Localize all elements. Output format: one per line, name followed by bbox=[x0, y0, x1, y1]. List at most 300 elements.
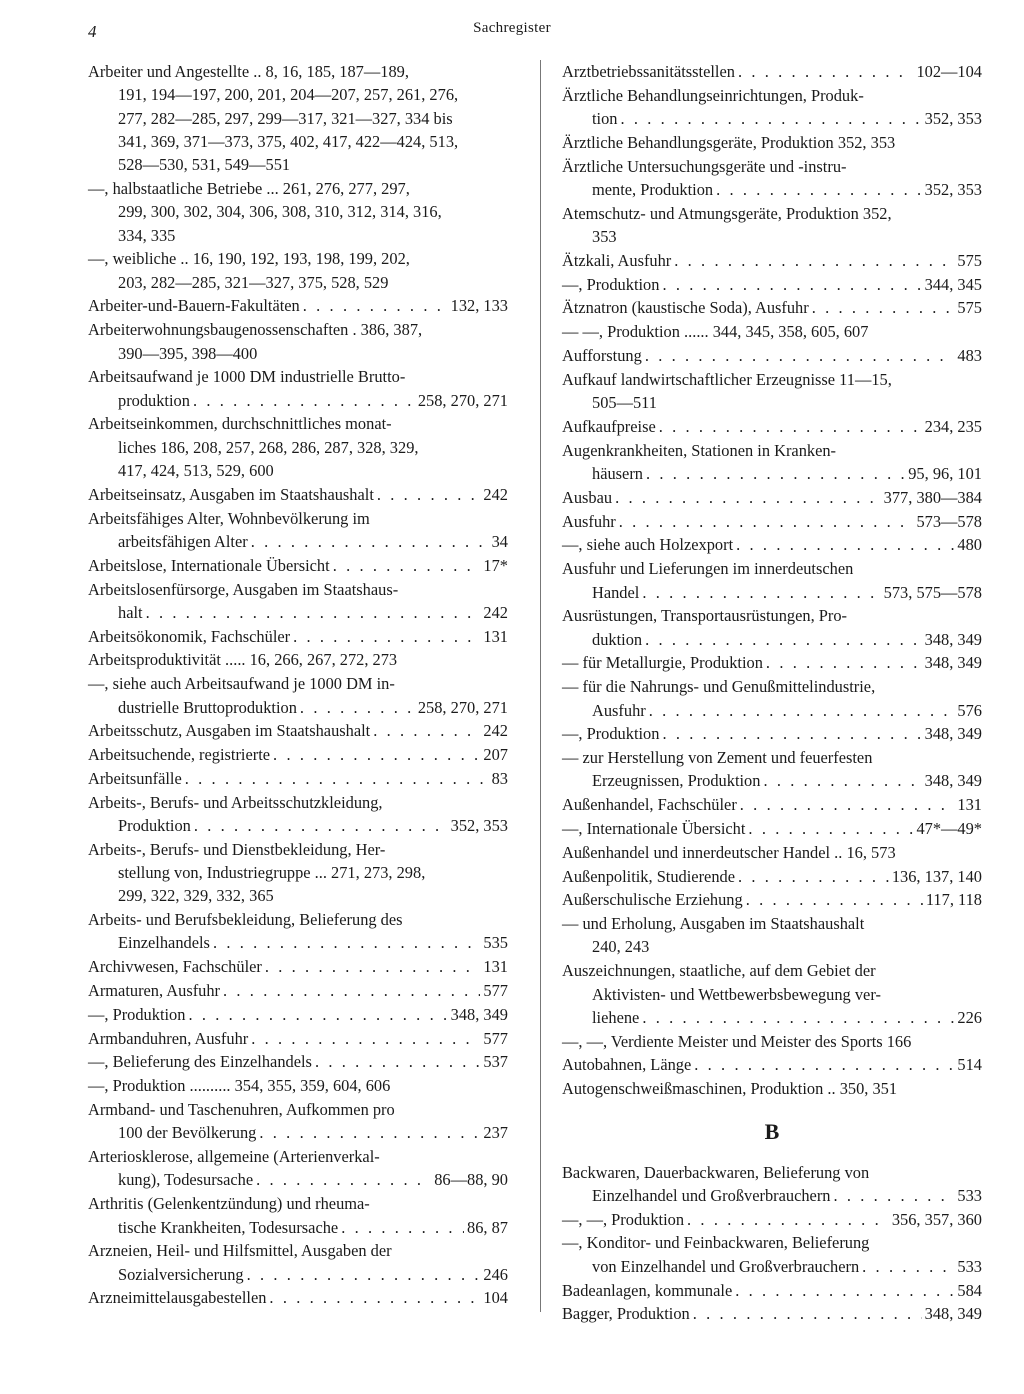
entry-continuation-line bbox=[562, 1184, 982, 1207]
entry-term: von Einzelhandel und Großverbrauchern bbox=[592, 1256, 860, 1276]
entry-continuation-line bbox=[562, 1255, 982, 1278]
dot-leader bbox=[735, 1279, 954, 1302]
dot-leader bbox=[662, 273, 921, 296]
entry-term: —, —, Verdiente Meister und Meister des Sports 166 bbox=[562, 1031, 912, 1051]
page-reference: 17* bbox=[483, 555, 508, 575]
entry-continuation-line bbox=[562, 699, 982, 722]
page-reference: 242 bbox=[483, 602, 508, 622]
entry-term: 277, 282—285, 297, 299—317, 321—327, 334 bis bbox=[118, 108, 453, 128]
page-reference: 237 bbox=[483, 1123, 508, 1143]
index-entry bbox=[88, 1286, 508, 1309]
entry-term: Armband- und Taschenuhren, Aufkommen pro bbox=[88, 1100, 395, 1120]
page-reference: 131 bbox=[483, 626, 508, 646]
entry-term: — zur Herstellung von Zement und feuerfesten bbox=[562, 748, 873, 768]
entry-term: 299, 300, 302, 304, 306, 308, 310, 312, 314, 316, bbox=[118, 202, 442, 222]
entry-term: duktion bbox=[592, 629, 643, 649]
entry-term: tische Krankheiten, Todesursache bbox=[118, 1217, 339, 1237]
dot-leader bbox=[303, 294, 448, 317]
entry-line bbox=[88, 60, 508, 83]
entry-line bbox=[562, 344, 982, 367]
dot-leader bbox=[333, 554, 481, 577]
dot-leader bbox=[273, 743, 480, 766]
entry-continuation-line bbox=[562, 391, 982, 414]
entry-line bbox=[88, 294, 508, 317]
dot-leader bbox=[766, 651, 922, 674]
entry-term: Augenkrankheiten, Stationen in Kranken- bbox=[562, 440, 837, 460]
index-entry bbox=[562, 296, 982, 319]
column-divider bbox=[540, 60, 541, 1312]
page-reference: 577 bbox=[483, 1028, 508, 1048]
index-entry bbox=[88, 625, 508, 648]
entry-line bbox=[562, 1208, 982, 1231]
entry-term: Atemschutz- und Atmungsgeräte, Produktion 352, bbox=[562, 203, 892, 223]
entry-term: Arzneien, Heil- und Hilfsmittel, Ausgaben der bbox=[88, 1241, 392, 1261]
entry-line bbox=[88, 318, 508, 341]
entry-continuation-line bbox=[88, 861, 508, 884]
page-reference: 535 bbox=[483, 933, 508, 953]
entry-line bbox=[88, 483, 508, 506]
index-entry bbox=[562, 651, 982, 674]
entry-line bbox=[562, 533, 982, 556]
page-reference: 83 bbox=[491, 768, 508, 788]
dot-leader bbox=[373, 719, 480, 742]
entry-term: Ärztliche Behandlungsgeräte, Produktion 352, 353 bbox=[562, 132, 896, 152]
index-entry bbox=[562, 722, 982, 745]
dot-leader bbox=[615, 486, 881, 509]
dot-leader bbox=[251, 530, 489, 553]
dot-leader bbox=[674, 249, 954, 272]
index-entry bbox=[88, 177, 508, 247]
index-entry bbox=[88, 791, 508, 838]
index-entry bbox=[562, 60, 982, 83]
entry-term: arbeitsfähigen Alter bbox=[118, 531, 248, 551]
entry-term: Arbeiter und Angestellte .. 8, 16, 185, 187—189, bbox=[88, 62, 409, 81]
index-entry bbox=[562, 959, 982, 1029]
dot-leader bbox=[251, 1027, 480, 1050]
entry-term: Auszeichnungen, staatliche, auf dem Gebiet der bbox=[562, 961, 876, 981]
entry-term: halt bbox=[118, 602, 143, 622]
entry-continuation-line bbox=[562, 225, 982, 248]
page-reference: 533 bbox=[957, 1185, 982, 1205]
entry-continuation-line bbox=[88, 342, 508, 365]
entry-term: Arbeitsproduktivität ..... 16, 266, 267, 272, 273 bbox=[88, 650, 398, 670]
index-entry bbox=[562, 793, 982, 816]
page-reference: 348, 349 bbox=[924, 724, 982, 744]
entry-continuation-line bbox=[88, 130, 508, 153]
entry-line bbox=[88, 578, 508, 601]
entry-term: Arbeitslosenfürsorge, Ausgaben im Staatshaus- bbox=[88, 579, 399, 599]
index-entry bbox=[562, 202, 982, 249]
page-reference: 104 bbox=[483, 1288, 508, 1308]
entry-term: Arbeitsunfälle bbox=[88, 768, 182, 788]
dot-leader bbox=[645, 628, 922, 651]
entry-term: Arbeitslose, Internationale Übersicht bbox=[88, 555, 330, 575]
index-entry bbox=[562, 675, 982, 722]
entry-continuation-line bbox=[88, 1168, 508, 1191]
dot-leader bbox=[812, 296, 955, 319]
index-entry bbox=[562, 888, 982, 911]
index-entry bbox=[562, 1030, 982, 1053]
entry-term: Aufkauf landwirtschaftlicher Erzeugnisse 11—15, bbox=[562, 369, 892, 389]
entry-continuation-line bbox=[562, 178, 982, 201]
entry-term: 240, 243 bbox=[592, 937, 650, 957]
entry-line bbox=[88, 1145, 508, 1168]
entry-term: mente, Produktion bbox=[592, 179, 714, 199]
entry-term: produktion bbox=[118, 390, 190, 410]
dot-leader bbox=[193, 389, 415, 412]
page-reference: 377, 380—384 bbox=[883, 487, 982, 507]
entry-line bbox=[88, 791, 508, 814]
dot-leader bbox=[619, 510, 914, 533]
page-reference: 573—578 bbox=[916, 511, 982, 531]
index-entry bbox=[562, 1279, 982, 1302]
section-letter-b: B bbox=[764, 1118, 780, 1144]
index-entry bbox=[562, 1053, 982, 1076]
entry-line bbox=[562, 604, 982, 627]
dot-leader bbox=[645, 344, 955, 367]
index-entry bbox=[88, 743, 508, 766]
dot-leader bbox=[659, 415, 922, 438]
entry-line bbox=[88, 979, 508, 1002]
page-reference: 258, 270, 271 bbox=[417, 390, 508, 410]
entry-continuation-line bbox=[88, 107, 508, 130]
entry-continuation-line bbox=[562, 581, 982, 604]
index-entry bbox=[562, 865, 982, 888]
index-entry bbox=[562, 912, 982, 959]
entry-term: 353 bbox=[592, 227, 617, 247]
index-entry bbox=[562, 415, 982, 438]
entry-continuation-line bbox=[88, 436, 508, 459]
index-entry bbox=[88, 1003, 508, 1026]
entry-line bbox=[88, 1239, 508, 1262]
entry-line bbox=[88, 767, 508, 790]
entry-term: Ausfuhr bbox=[592, 700, 646, 720]
entry-line bbox=[88, 177, 508, 200]
entry-term: Ärztliche Untersuchungsgeräte und -instru- bbox=[562, 156, 847, 176]
entry-continuation-line bbox=[562, 462, 982, 485]
index-entry bbox=[562, 817, 982, 840]
page-reference: 576 bbox=[957, 700, 982, 720]
index-entry bbox=[88, 1145, 508, 1192]
entry-line bbox=[562, 486, 982, 509]
entry-line bbox=[88, 955, 508, 978]
entry-line bbox=[562, 888, 982, 911]
entry-continuation-line bbox=[562, 983, 982, 1006]
entry-term: Ausfuhr bbox=[562, 511, 616, 531]
dot-leader bbox=[194, 814, 448, 837]
entry-term: liehene bbox=[592, 1007, 640, 1027]
index-entry bbox=[88, 719, 508, 742]
page-reference: 95, 96, 101 bbox=[908, 464, 982, 484]
entry-term: 100 der Bevölkerung bbox=[118, 1123, 257, 1143]
dot-leader bbox=[293, 625, 480, 648]
entry-term: 334, 335 bbox=[118, 225, 176, 245]
index-entry bbox=[562, 320, 982, 343]
index-entry bbox=[88, 648, 508, 671]
page-reference: 348, 349 bbox=[924, 629, 982, 649]
entry-term: —, Belieferung des Einzelhandels bbox=[88, 1052, 312, 1072]
entry-line bbox=[562, 439, 982, 462]
entry-term: Arthritis (Gelenkentzündung) und rheuma- bbox=[88, 1194, 370, 1214]
page-reference: 483 bbox=[957, 346, 982, 366]
index-entry bbox=[88, 247, 508, 294]
entry-line bbox=[88, 719, 508, 742]
entry-term: —, Internationale Übersicht bbox=[562, 819, 746, 838]
index-entry bbox=[562, 1077, 982, 1100]
page-reference: 132, 133 bbox=[450, 296, 508, 316]
entry-line bbox=[562, 320, 982, 343]
entry-continuation-line bbox=[88, 83, 508, 106]
index-entry bbox=[88, 1192, 508, 1239]
entry-term: Handel bbox=[592, 582, 640, 602]
entry-line bbox=[562, 155, 982, 178]
page-reference: 131 bbox=[483, 957, 508, 977]
page-reference: 246 bbox=[483, 1264, 508, 1284]
index-entry bbox=[88, 838, 508, 908]
entry-term: Ätznatron (kaustische Soda), Ausfuhr bbox=[562, 298, 809, 318]
entry-term: Bagger, Produktion bbox=[562, 1304, 690, 1324]
dot-leader bbox=[247, 1263, 481, 1286]
entry-term: Ausfuhr und Lieferungen im innerdeutschen bbox=[562, 559, 854, 579]
entry-continuation-line bbox=[562, 935, 982, 958]
entry-term: Ärztliche Behandlungseinrichtungen, Produk- bbox=[562, 85, 864, 105]
page-reference: 356, 357, 360 bbox=[891, 1209, 982, 1229]
entry-line bbox=[88, 412, 508, 435]
entry-line bbox=[562, 1161, 982, 1184]
dot-leader bbox=[748, 817, 913, 840]
index-entry bbox=[88, 1098, 508, 1145]
index-entry bbox=[562, 557, 982, 604]
entry-term: — —, Produktion ...... 344, 345, 358, 605, 607 bbox=[562, 322, 869, 342]
dot-leader bbox=[621, 107, 922, 130]
entry-term: Backwaren, Dauerbackwaren, Belieferung von bbox=[562, 1162, 870, 1182]
entry-term: —, Produktion bbox=[88, 1004, 186, 1024]
entry-line bbox=[88, 1050, 508, 1073]
entry-line bbox=[562, 865, 982, 888]
dot-leader bbox=[833, 1184, 954, 1207]
page-reference: 352, 353 bbox=[450, 816, 508, 835]
index-entry bbox=[562, 1161, 982, 1208]
page-reference: 131 bbox=[957, 795, 982, 815]
entry-term: Arztbetriebssanitätsstellen bbox=[562, 62, 735, 81]
dot-leader bbox=[213, 931, 480, 954]
entry-term: Ätzkali, Ausfuhr bbox=[562, 250, 672, 270]
entry-line bbox=[562, 746, 982, 769]
index-entry bbox=[562, 1302, 982, 1325]
dot-leader bbox=[716, 178, 922, 201]
page-reference: 352, 353 bbox=[924, 109, 982, 129]
entry-term: Arbeitsuchende, registrierte bbox=[88, 745, 271, 765]
entry-term: — für die Nahrungs- und Genußmittelindustrie, bbox=[562, 677, 876, 697]
entry-term: Armbanduhren, Ausfuhr bbox=[88, 1028, 249, 1048]
page-reference: 344, 345 bbox=[924, 274, 982, 294]
dot-leader bbox=[642, 581, 880, 604]
page-reference: 352, 353 bbox=[924, 179, 982, 199]
entry-term: —, —, Produktion bbox=[562, 1209, 685, 1229]
entry-term: häusern bbox=[592, 464, 643, 484]
index-entry bbox=[88, 294, 508, 317]
entry-term: — für Metallurgie, Produktion bbox=[562, 653, 763, 673]
entry-term: Arbeits-, Berufs- und Dienstbekleidung, Her- bbox=[88, 839, 386, 859]
entry-term: Arbeitsökonomik, Fachschüler bbox=[88, 626, 291, 646]
dot-leader bbox=[377, 483, 481, 506]
entry-continuation-line bbox=[88, 1216, 508, 1239]
entry-term: Produktion bbox=[118, 816, 191, 835]
dot-leader bbox=[763, 769, 921, 792]
entry-term: Einzelhandels bbox=[118, 933, 210, 953]
entry-continuation-line bbox=[88, 696, 508, 719]
index-entry bbox=[88, 955, 508, 978]
dot-leader bbox=[746, 888, 923, 911]
entry-continuation-line bbox=[88, 153, 508, 176]
index-entry bbox=[88, 554, 508, 577]
index-entry bbox=[562, 273, 982, 296]
entry-term: 341, 369, 371—373, 375, 402, 417, 422—424, 513, bbox=[118, 131, 459, 151]
entry-term: stellung von, Industriegruppe ... 271, 273, 298, bbox=[118, 863, 426, 883]
entry-term: Arbeitsfähiges Alter, Wohnbevölkerung im bbox=[88, 508, 370, 528]
entry-line bbox=[562, 1053, 982, 1076]
running-head: Sachregister bbox=[473, 20, 551, 36]
index-entry bbox=[562, 344, 982, 367]
dot-leader bbox=[646, 462, 905, 485]
entry-term: Aufkaufpreise bbox=[562, 416, 656, 436]
entry-line bbox=[562, 368, 982, 391]
index-entry bbox=[562, 746, 982, 793]
entry-term: 203, 282—285, 321—327, 375, 528, 529 bbox=[118, 272, 389, 292]
entry-term: Arzneimittelausgabestellen bbox=[88, 1288, 267, 1308]
entry-line bbox=[562, 722, 982, 745]
index-entry bbox=[562, 1208, 982, 1231]
entry-term: 417, 424, 513, 529, 600 bbox=[118, 461, 274, 481]
page-reference: 242 bbox=[483, 484, 508, 504]
index-entry bbox=[562, 368, 982, 415]
entry-continuation-line bbox=[562, 769, 982, 792]
entry-term: Einzelhandel und Großverbrauchern bbox=[592, 1185, 831, 1205]
dot-leader bbox=[265, 955, 481, 978]
entry-continuation-line bbox=[88, 459, 508, 482]
entry-line bbox=[88, 1074, 508, 1097]
entry-term: Erzeugnissen, Produktion bbox=[592, 771, 761, 791]
index-entry bbox=[88, 507, 508, 554]
entry-line bbox=[562, 675, 982, 698]
entry-line bbox=[562, 959, 982, 982]
index-entry bbox=[88, 672, 508, 719]
index-entry bbox=[562, 155, 982, 202]
entry-line bbox=[562, 1030, 982, 1053]
entry-line bbox=[562, 131, 982, 154]
index-column-right bbox=[562, 60, 982, 1326]
entry-term: Arbeiter-und-Bauern-Fakultäten bbox=[88, 296, 300, 316]
entry-continuation-line bbox=[562, 1006, 982, 1029]
entry-term: 390—395, 398—400 bbox=[118, 343, 258, 363]
dot-leader bbox=[687, 1208, 889, 1231]
entry-line bbox=[88, 1286, 508, 1309]
page-reference: 258, 270, 271 bbox=[417, 697, 508, 717]
entry-term: Aufforstung bbox=[562, 346, 642, 366]
entry-continuation-line bbox=[88, 1263, 508, 1286]
index-entry bbox=[562, 841, 982, 864]
page-reference: 86—88, 90 bbox=[434, 1170, 508, 1190]
entry-line bbox=[88, 1003, 508, 1026]
entry-line bbox=[562, 557, 982, 580]
index-column-left bbox=[88, 60, 508, 1310]
entry-line bbox=[562, 793, 982, 816]
dot-leader bbox=[256, 1168, 431, 1191]
page-number: 4 bbox=[88, 22, 97, 41]
entry-term: kung), Todesursache bbox=[118, 1170, 254, 1190]
entry-term: —, weibliche .. 16, 190, 192, 193, 198, 199, 202, bbox=[88, 249, 410, 269]
entry-line bbox=[562, 1302, 982, 1325]
index-entry bbox=[88, 908, 508, 955]
entry-line bbox=[562, 296, 982, 319]
index-entry bbox=[88, 412, 508, 482]
entry-term: —, Produktion .......... 354, 355, 359, 604, 606 bbox=[88, 1076, 391, 1096]
entry-continuation-line bbox=[88, 389, 508, 412]
page-reference: 117, 118 bbox=[925, 890, 982, 910]
dot-leader bbox=[188, 1003, 447, 1026]
entry-line bbox=[562, 84, 982, 107]
entry-continuation-line bbox=[88, 601, 508, 624]
entry-term: —, Konditor- und Feinbackwaren, Belieferung bbox=[562, 1233, 870, 1253]
entry-term: Arbeits- und Berufsbekleidung, Belieferung des bbox=[88, 910, 403, 930]
index-entry bbox=[562, 604, 982, 651]
index-entry bbox=[88, 578, 508, 625]
entry-continuation-line bbox=[88, 814, 508, 837]
entry-line bbox=[88, 1098, 508, 1121]
entry-term: Arbeitsschutz, Ausgaben im Staatshaushalt bbox=[88, 721, 371, 741]
entry-continuation-line bbox=[88, 884, 508, 907]
index-entry bbox=[88, 1074, 508, 1097]
entry-line bbox=[88, 507, 508, 530]
entry-line bbox=[88, 625, 508, 648]
index-entry bbox=[88, 60, 508, 176]
index-entry bbox=[562, 486, 982, 509]
dot-leader bbox=[300, 696, 415, 719]
entry-term: Arteriosklerose, allgemeine (Arterienverkal- bbox=[88, 1147, 380, 1167]
page-reference: 242 bbox=[483, 721, 508, 741]
page-reference: 136, 137, 140 bbox=[891, 866, 982, 886]
page-reference: 47*—49* bbox=[916, 819, 982, 838]
entry-term: 299, 322, 329, 332, 365 bbox=[118, 886, 274, 906]
entry-line bbox=[562, 60, 982, 83]
entry-line bbox=[562, 415, 982, 438]
entry-term: — und Erholung, Ausgaben im Staatshaushalt bbox=[562, 914, 865, 934]
entry-line bbox=[88, 247, 508, 270]
entry-term: Außenpolitik, Studierende bbox=[562, 866, 735, 886]
entry-continuation-line bbox=[88, 224, 508, 247]
index-entry bbox=[562, 510, 982, 533]
entry-line bbox=[562, 817, 982, 840]
page-reference: 537 bbox=[483, 1052, 508, 1072]
index-entry bbox=[562, 439, 982, 486]
entry-continuation-line bbox=[88, 1121, 508, 1144]
page-reference: 514 bbox=[957, 1055, 982, 1075]
page-reference: 577 bbox=[483, 981, 508, 1001]
dot-leader bbox=[694, 1053, 954, 1076]
entry-line bbox=[88, 1027, 508, 1050]
index-entry bbox=[88, 318, 508, 365]
entry-term: liches 186, 208, 257, 268, 286, 287, 328, 329, bbox=[118, 437, 419, 457]
entry-line bbox=[562, 912, 982, 935]
page-reference: 584 bbox=[957, 1280, 982, 1300]
index-section-b bbox=[562, 1161, 982, 1326]
entry-line bbox=[88, 908, 508, 931]
entry-term: —, siehe auch Arbeitsaufwand je 1000 DM in- bbox=[88, 674, 395, 694]
entry-term: Ausbau bbox=[562, 487, 613, 507]
dot-leader bbox=[649, 699, 955, 722]
entry-term: 191, 194—197, 200, 201, 204—207, 257, 261, 276, bbox=[118, 85, 459, 105]
page-reference: 234, 235 bbox=[924, 416, 982, 436]
